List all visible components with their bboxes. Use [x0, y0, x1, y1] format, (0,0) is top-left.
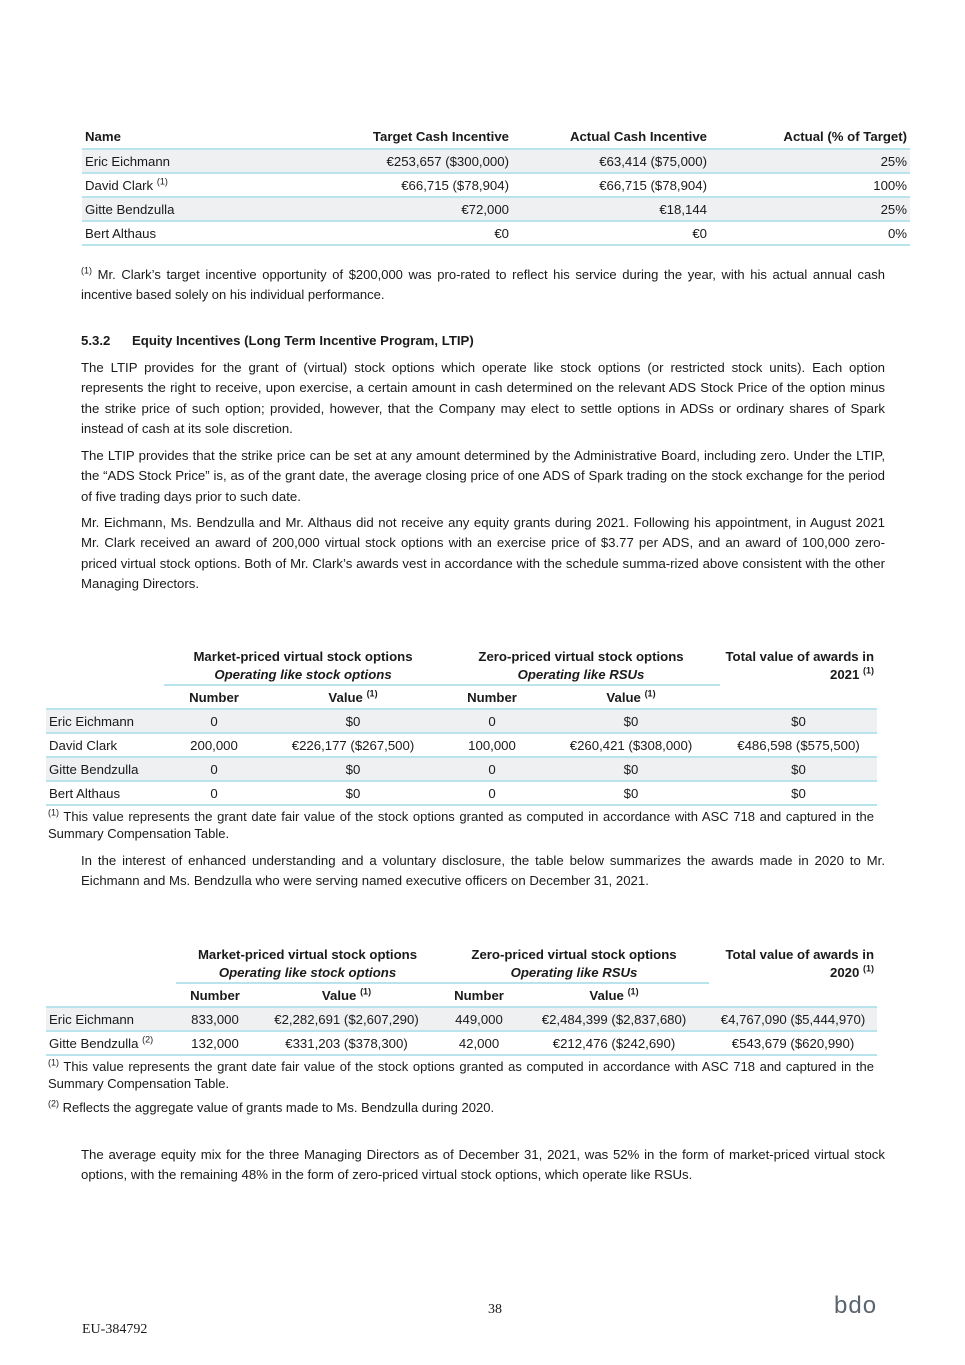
group-subtitle: Operating like RSUs: [510, 965, 638, 980]
cell-total: €543,679 ($620,990): [709, 1031, 877, 1055]
group-subtitle: Operating like stock options: [214, 667, 392, 682]
footnote-text: Reflects the aggregate value of grants made to Ms. Bendzulla during 2020.: [62, 1100, 495, 1115]
footnote-ref: (1): [156, 176, 168, 187]
table-row: [82, 221, 910, 245]
cash-incentive-table: [82, 124, 910, 246]
cell-number: 0: [164, 757, 264, 781]
table-row: [82, 149, 910, 173]
cell-total: $0: [720, 709, 877, 733]
cell-actual: €63,414 ($75,000): [512, 149, 710, 173]
document-id: EU-384792: [82, 1322, 148, 1337]
group-market-priced: [164, 646, 442, 685]
cell-name: [46, 1031, 176, 1055]
group-market-priced: [176, 944, 439, 983]
footnote-marker: (1): [81, 265, 92, 276]
bdo-logo: [834, 1294, 902, 1318]
cell-number: 42,000: [439, 1031, 519, 1055]
cell-total: €4,767,090 ($5,444,970): [709, 1007, 877, 1031]
cell-name: Eric Eichmann: [46, 1007, 176, 1031]
awards-2021-table: [46, 646, 877, 806]
cell-actual: €66,715 ($78,904): [512, 173, 710, 197]
col-header-number: Number: [164, 685, 264, 709]
cell-value: €2,282,691 ($2,607,290): [254, 1007, 439, 1031]
logo-text: bdo: [834, 1294, 878, 1318]
name-text: Gitte Bendzulla: [49, 1035, 139, 1051]
table-header-row: [82, 124, 910, 149]
group-header-row: [46, 646, 877, 685]
cell-value: $0: [542, 709, 720, 733]
cell-value: $0: [264, 709, 442, 733]
cell-name: Eric Eichmann: [82, 149, 282, 173]
paragraph-ltip-3: Mr. Eichmann, Ms. Bendzulla and Mr. Althaus did not receive any equity grants during 2021. Following his appointment, in August 2021 Mr. Clark received an award of 200,000 virtual stock options with an exercise price of $3.77 per ADS, and an award of 100,000 zero-priced virtual stock options. Both of Mr. Clark’s awards vest in accordance with the schedule summa-rized above consistent with the other Managing Directors.: [81, 515, 885, 591]
cell-number: 132,000: [176, 1031, 254, 1055]
group-title: Market-priced virtual stock options: [197, 947, 418, 962]
cell-target: €253,657 ($300,000): [282, 149, 512, 173]
cell-target: €66,715 ($78,904): [282, 173, 512, 197]
empty-corner: [46, 983, 176, 1007]
cell-name: Gitte Bendzulla: [46, 757, 164, 781]
footnote-text: Mr. Clark’s target incentive opportunity of $200,000 was pro-rated to reflect his service during the year, with his actual annual cash incentive based solely on his individual performance.: [81, 267, 885, 303]
cell-number: 100,000: [442, 733, 542, 757]
col-header-pct: Actual (% of Target): [710, 124, 910, 149]
cell-number: 200,000: [164, 733, 264, 757]
footnote-ref: (1): [644, 688, 656, 699]
paragraph-equity-mix: The average equity mix for the three Managing Directors as of December 31, 2021, was 52% in the form of market-priced virtual stock options, with the remaining 48% in the form of zero-priced virtual stock options, which operate like RSUs.: [81, 1147, 885, 1183]
footnote-ref: (1): [627, 986, 639, 997]
table-row: [82, 197, 910, 221]
cell-value: €226,177 ($267,500): [264, 733, 442, 757]
footnote-marker: (2): [48, 1098, 59, 1109]
group-zero-priced: [439, 944, 709, 983]
col-header-total: [709, 944, 877, 1007]
cell-value: €331,203 ($378,300): [254, 1031, 439, 1055]
footnote-ref: (1): [360, 986, 372, 997]
empty-corner: [46, 646, 164, 685]
awards-2020-footnote-2: [48, 1099, 874, 1116]
table-row: [46, 757, 877, 781]
cell-name: David Clark: [46, 733, 164, 757]
cell-value: €2,484,399 ($2,837,680): [519, 1007, 709, 1031]
total-label: Total value of awards in 2020: [725, 947, 874, 980]
cell-total: €486,598 ($575,500): [720, 733, 877, 757]
value-label: Value: [328, 689, 363, 705]
cell-number: 0: [164, 781, 264, 805]
group-title: Zero-priced virtual stock options: [478, 649, 684, 664]
cell-actual: €0: [512, 221, 710, 245]
page-number: 38: [488, 1302, 502, 1317]
footnote-marker: (1): [48, 1057, 59, 1068]
cell-number: 0: [164, 709, 264, 733]
total-label: Total value of awards in 2021: [725, 649, 874, 682]
cell-value: €212,476 ($242,690): [519, 1031, 709, 1055]
table-row: [46, 1007, 877, 1031]
value-label: Value: [321, 987, 357, 1003]
cell-number: 0: [442, 709, 542, 733]
value-label: Value: [589, 987, 624, 1003]
col-header-actual: Actual Cash Incentive: [512, 124, 710, 149]
col-header-value: [542, 685, 720, 709]
cash-table-footnote: [81, 265, 885, 306]
paragraph-ltip-1: The LTIP provides for the grant of (virtual) stock options which operate like stock options (or restricted stock units). Each option represents the right to receive, upon exercise, a certain amount in cash determined on the relevant ADS Stock Price of the option minus the strike price of such option; provided, however, that the Company may elect to settle options in ADSs or ordinary shares of Spark instead of cash at its sole discretion.: [81, 360, 885, 436]
table-row: [46, 733, 877, 757]
cell-total: $0: [720, 757, 877, 781]
empty-corner: [46, 685, 164, 709]
cell-value: $0: [264, 757, 442, 781]
empty-corner: [46, 944, 176, 983]
table-row: [46, 709, 877, 733]
group-subtitle: Operating like RSUs: [517, 667, 645, 682]
footnote-marker: (1): [48, 807, 59, 818]
cell-number: 449,000: [439, 1007, 519, 1031]
col-header-name: Name: [82, 124, 282, 149]
cell-value: $0: [542, 757, 720, 781]
footnote-text: This value represents the grant date fair value of the stock options granted as computed in accordance with ASC 718 and captured in the Summary Compensation Table.: [48, 809, 874, 841]
section-number: 5.3.2: [81, 333, 111, 348]
cell-actual: €18,144: [512, 197, 710, 221]
paragraph-interest: In the interest of enhanced understanding and a voluntary disclosure, the table below summarizes the awards made in 2020 to Mr. Eichmann and Ms. Bendzulla who were serving named executive officers on December 31, 2021.: [81, 853, 885, 889]
awards-2021-footnote: [48, 808, 874, 842]
cell-number: 0: [442, 757, 542, 781]
cell-value: $0: [542, 781, 720, 805]
group-subtitle: Operating like stock options: [218, 965, 397, 980]
cell-number: 833,000: [176, 1007, 254, 1031]
group-header-row: [46, 944, 877, 983]
cell-target: €72,000: [282, 197, 512, 221]
cell-name: Gitte Bendzulla: [82, 197, 282, 221]
cell-pct: 25%: [710, 149, 910, 173]
group-zero-priced: [442, 646, 720, 685]
col-header-value: [254, 983, 439, 1007]
footnote-ref: (1): [863, 665, 874, 676]
footnote-ref: (1): [863, 963, 874, 974]
section-heading: [81, 333, 474, 348]
cell-name: Bert Althaus: [82, 221, 282, 245]
footnote-ref: (1): [366, 688, 378, 699]
cell-value: $0: [264, 781, 442, 805]
section-title: Equity Incentives (Long Term Incentive Program, LTIP): [132, 333, 474, 348]
col-header-number: Number: [442, 685, 542, 709]
col-header-target: Target Cash Incentive: [282, 124, 512, 149]
cell-pct: 0%: [710, 221, 910, 245]
cell-total: $0: [720, 781, 877, 805]
col-header-number: Number: [176, 983, 254, 1007]
cell-pct: 25%: [710, 197, 910, 221]
awards-2020-table: [46, 944, 877, 1056]
name-text: David Clark: [85, 177, 154, 193]
col-header-value: [264, 685, 442, 709]
col-header-total: [720, 646, 877, 709]
cell-name: Bert Althaus: [46, 781, 164, 805]
footnote-text: This value represents the grant date fair value of the stock options granted as computed in accordance with ASC 718 and captured in the Summary Compensation Table.: [48, 1059, 874, 1091]
table-row: [46, 781, 877, 805]
cell-target: €0: [282, 221, 512, 245]
cell-pct: 100%: [710, 173, 910, 197]
table-row: [82, 173, 910, 197]
table-row: [46, 1031, 877, 1055]
cell-value: €260,421 ($308,000): [542, 733, 720, 757]
cell-name: Eric Eichmann: [46, 709, 164, 733]
col-header-value: [519, 983, 709, 1007]
col-header-number: Number: [439, 983, 519, 1007]
cell-name: [82, 173, 282, 197]
value-label: Value: [606, 689, 641, 705]
cell-number: 0: [442, 781, 542, 805]
group-title: Zero-priced virtual stock options: [471, 947, 677, 962]
paragraph-ltip-2: The LTIP provides that the strike price can be set at any amount determined by the Administrative Board, including zero. Under the LTIP, the “ADS Stock Price” is, as of the grant date, the average closing price of one ADS of Spark trading on the stock exchange for the period of five trading days prior to such date.: [81, 448, 885, 504]
group-title: Market-priced virtual stock options: [193, 649, 413, 664]
footnote-ref: (2): [142, 1034, 154, 1045]
awards-2020-footnote-1: [48, 1058, 874, 1092]
